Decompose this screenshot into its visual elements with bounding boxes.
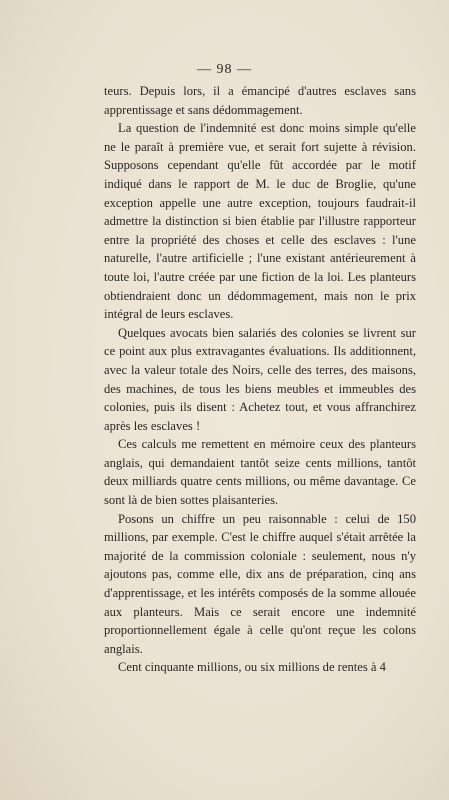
paragraph: Posons un chiffre un peu raisonnable : celui de 150 millions, par exemple. C'est le chiffre auquel s'était arrêtée la majorité de la commission coloniale : seulement, nous n'y ajoutons pas, comme elle, dix ans de préparation, cinq ans d'apprentissage, et les intérêts composés de la somme allouée aux planteurs. Mais ce serait encore une indemnité proportionnellement égale à celle qu'ont reçue les colons anglais. — [104, 511, 416, 656]
paragraph: La question de l'indemnité est donc moins simple qu'elle ne le paraît à première vue, et serait fort sujette à révision. Supposons cependant qu'elle fût accordée par le motif indiqué dans le rapport de M. le duc de Broglie, qu'une exception appelle une autre exception, toujours faudrait-il admettre la distinction si bien établie par l'illustre rapporteur entre la propriété des choses et celle des esclaves : l'une naturelle, l'autre artificielle ; l'une existant antérieurement à toute loi, l'autre créée par une fiction de la loi. Les planteurs obtiendraient donc un dédommagement, mais non le prix intégral de leurs esclaves. — [104, 121, 416, 322]
body-text — [104, 82, 416, 677]
paragraph: Cent cinquante millions, ou six millions de rentes à 4 — [118, 660, 386, 675]
paragraph: Ces calculs me remettent en mémoire ceux des planteurs anglais, qui demandaient tantôt seize cents millions, tantôt deux milliards quatre cents millions, ou même davantage. Ce sont là de bien sottes plaisanteries. — [104, 437, 416, 508]
paragraph: teurs. Depuis lors, il a émancipé d'autres esclaves sans apprentissage et sans dédommagement. — [104, 84, 416, 117]
paragraph: Quelques avocats bien salariés des colonies se livrent sur ce point aux plus extravagantes évaluations. Ils additionnent, avec la valeur totale des Noirs, celle des terres, des maisons, des machines, de tous les biens meubles et immeubles des colonies, puis ils disent : Achetez tout, et vous affranchirez après les esclaves ! — [104, 325, 416, 433]
page-number: — 98 — — [197, 62, 252, 77]
